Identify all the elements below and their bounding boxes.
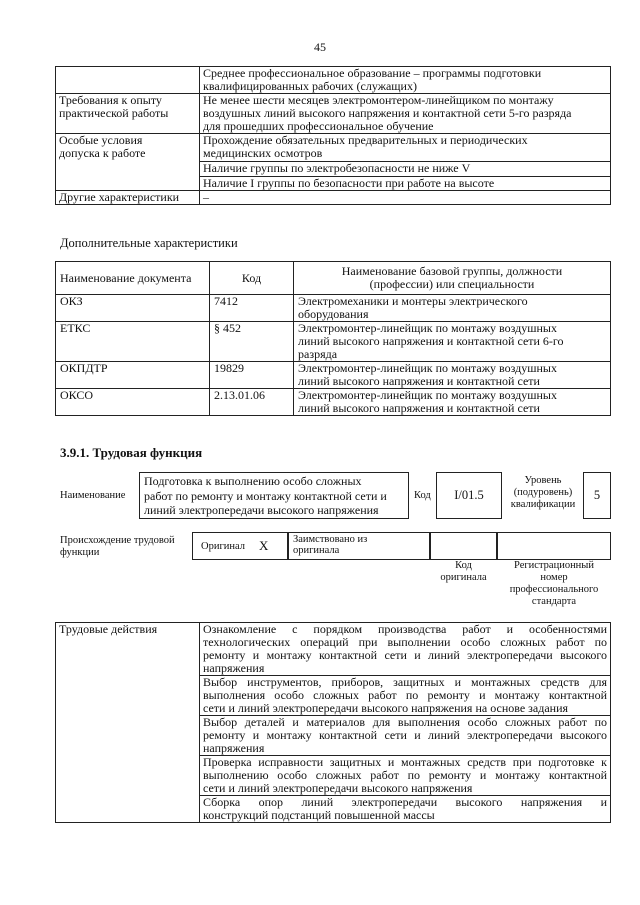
row-label	[56, 134, 200, 191]
cell-name	[294, 362, 611, 389]
text-line: профессионального	[509, 584, 599, 595]
cell-code: § 452	[210, 322, 294, 362]
text-line: Прохождение обязательных предварительных и периодических	[203, 133, 528, 147]
text-line: Электромеханики и монтеры электрического	[298, 294, 528, 308]
text-line: функции	[60, 547, 100, 558]
function-code-box: I/01.5	[436, 472, 502, 519]
text-line: сети и линий электропередачи высокого напряжения	[203, 781, 473, 795]
text-line: оборудования	[298, 307, 369, 321]
text-line: (профессии) или специальности	[369, 277, 535, 291]
text-line: Сборка опор линий электропередачи высокого напряжения и	[203, 795, 607, 809]
action-item	[200, 716, 611, 756]
text-line: Наличие I группы по безопасности при работе на высоте	[203, 176, 495, 190]
row-label	[56, 191, 200, 205]
table-row	[56, 362, 611, 389]
action-item	[200, 756, 611, 796]
cell-name	[294, 389, 611, 416]
origin-borrowed-cell	[288, 532, 430, 560]
row-value	[200, 67, 611, 94]
cell-doc: ЕТКС	[56, 322, 210, 362]
row-value-part	[200, 176, 610, 190]
header-name	[294, 262, 611, 295]
cell-doc: ОКЗ	[56, 295, 210, 322]
table-header-row	[56, 262, 611, 295]
header-code: Код	[210, 262, 294, 295]
row-value	[200, 191, 611, 205]
action-item	[200, 623, 611, 676]
text-line: Наличие группы по электробезопасности не ниже V	[203, 161, 471, 175]
cell-doc: ОКПДТР	[56, 362, 210, 389]
text-line: напряжения	[203, 741, 265, 755]
text-line: Не менее шести месяцев электромонтером-линейщиком по монтажу	[203, 93, 554, 107]
text-line: Выбор деталей и материалов для выполнения особо сложных работ по	[203, 715, 607, 729]
text-line: Выбор инструментов, приборов, защитных и монтажных средств для	[203, 675, 607, 689]
text-line: Требования к опыту	[59, 93, 162, 107]
table-row	[56, 134, 611, 191]
text-line: оригинала	[440, 572, 487, 583]
text-line: Ознакомление с порядком производства работ и особенностями	[203, 622, 607, 636]
header-doc: Наименование документа	[56, 262, 210, 295]
row-label	[56, 94, 200, 134]
additional-heading: Дополнительные характеристики	[60, 236, 238, 250]
cell-doc: ОКСО	[56, 389, 210, 416]
text-line: Особые условия	[59, 133, 143, 147]
text-line: Среднее профессиональное образование – программы подготовки	[203, 66, 542, 80]
origin-code-cell	[430, 532, 497, 560]
row-label	[56, 67, 200, 94]
original-mark: X	[259, 538, 269, 553]
text-line: разряда	[298, 347, 338, 361]
table-row	[56, 191, 611, 205]
level-label	[506, 475, 580, 511]
text-line: выполнения особо сложных работ по ремонту и монтажу контактной	[203, 688, 607, 702]
text-line: (подуровень)	[513, 487, 573, 498]
original-label: Оригинал	[201, 540, 245, 552]
text-line: номер	[540, 572, 568, 583]
action-item	[200, 796, 611, 823]
text-line: практической работы	[59, 106, 169, 120]
text-line: медицинских осмотров	[203, 146, 323, 160]
text-line: для прошедших профессиональное обучение	[203, 119, 434, 133]
text-line: Код	[455, 560, 472, 571]
text-line: Электромонтер-линейщик по монтажу воздушных	[298, 388, 557, 402]
text-line: –	[203, 190, 209, 204]
origin-original-cell	[192, 532, 288, 560]
text-line: линий электропередачи высокого напряжения	[144, 503, 379, 517]
text-line: напряжения	[203, 661, 265, 675]
table-row	[56, 67, 611, 94]
row-value	[200, 94, 611, 134]
text-line: воздушных линий высокого напряжения и контактной сети 5-го разряда	[203, 106, 572, 120]
text-line: Наименование базовой группы, должности	[341, 264, 563, 278]
table-row	[56, 94, 611, 134]
text-line: Другие характеристики	[59, 190, 180, 204]
action-item	[200, 676, 611, 716]
cell-name	[294, 322, 611, 362]
cell-name	[294, 295, 611, 322]
text-line: ремонту и монтажу контактной сети и линий электропередачи высокого	[203, 648, 607, 662]
function-name-label: Наименование	[60, 490, 126, 501]
text-line: допуска к работе	[59, 146, 146, 160]
table-row	[56, 389, 611, 416]
cell-code: 7412	[210, 295, 294, 322]
labor-actions-table	[55, 622, 611, 823]
text-line: линий высокого напряжения и контактной сети	[298, 401, 540, 415]
table-row	[56, 322, 611, 362]
origin-label	[60, 535, 175, 559]
page-number: 45	[314, 40, 326, 54]
level-box: 5	[583, 472, 611, 519]
function-code-label: Код	[414, 490, 431, 501]
row-value-part	[200, 161, 610, 175]
text-line: Регистрационный	[514, 560, 594, 571]
actions-label: Трудовые действия	[56, 623, 200, 823]
text-line: Происхождение трудовой	[60, 535, 175, 546]
text-line: линий высокого напряжения и контактной сети	[298, 374, 540, 388]
function-name-box	[139, 472, 409, 519]
text-line: Проверка исправности защитных и монтажных средств при подготовке к	[203, 755, 607, 769]
table-row	[56, 295, 611, 322]
row-value	[200, 134, 611, 191]
text-line: Электромонтер-линейщик по монтажу воздушных	[298, 361, 557, 375]
code-original-label	[430, 560, 497, 584]
text-line: стандарта	[531, 596, 577, 607]
cell-code: 2.13.01.06	[210, 389, 294, 416]
additional-table	[55, 261, 611, 416]
cell-code: 19829	[210, 362, 294, 389]
text-line: квалификации	[510, 499, 576, 510]
text-line: ремонту и монтажу контактной сети и линий электропередачи высокого	[203, 728, 607, 742]
text-line: оригинала	[293, 545, 340, 556]
text-line: выполнению особо сложных работ по ремонту и монтажу контактной	[203, 768, 607, 782]
qualification-table	[55, 66, 611, 205]
text-line: линий высокого напряжения и контактной сети 6-го	[298, 334, 564, 348]
text-line: квалифицированных рабочих (служащих)	[203, 79, 417, 93]
text-line: Электромонтер-линейщик по монтажу воздушных	[298, 321, 557, 335]
text-line: Уровень	[524, 475, 562, 486]
text-line: сети и линий электропередачи высокого напряжения на основе задания	[203, 701, 569, 715]
function-heading: 3.9.1. Трудовая функция	[60, 445, 203, 460]
text-line: работ по ремонту и монтажу контактной сети и	[144, 488, 387, 503]
reg-number-label	[497, 560, 611, 608]
text-line: технологических операций при выполнении особо сложных работ по	[203, 635, 607, 649]
origin-reg-cell	[497, 532, 611, 560]
text-line: Подготовка к выполнению особо сложных	[144, 474, 362, 488]
table-row	[56, 623, 611, 676]
text-line: Заимствовано из	[293, 534, 368, 545]
text-line: конструкций подстанций повышенной массы	[203, 808, 435, 822]
